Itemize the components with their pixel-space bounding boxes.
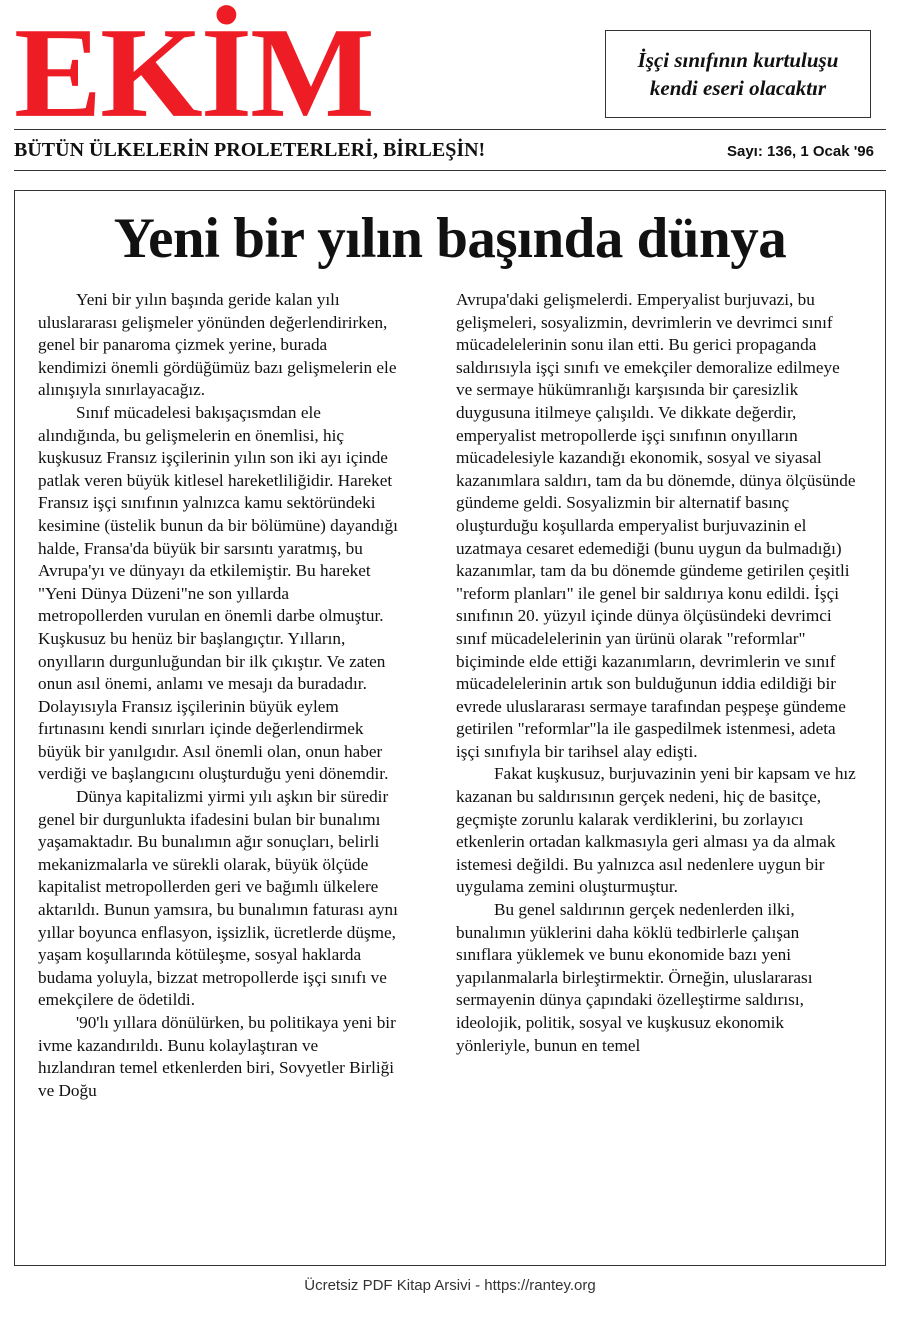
paragraph: Fakat kuşkusuz, burjuvazinin yeni bir kapsam ve hız kazanan bu saldırısının gerçek nedeni, hiç de basitçe, geçmişte zorunlu kalarak verdiklerini, bu zorlayıcı etkenlerin ortadan kalkmasıyla geri alması ya da almak istemesi değildi. Bu yalnızca asıl nedenlere uygun bir uygulama zemini oluşturmuştur. <box>456 764 856 897</box>
paragraph: Yeni bir yılın başında geride kalan yılı uluslararası gelişmeler yönünden değerlendirirken, genel bir panaroma çizmek yerine, burada kendimizi önemli gördüğümüz bazı gelişmelerin ele alınışıyla sınırlayacağız. <box>38 290 397 400</box>
footer-text: Ücretsiz PDF Kitap Arsivi - https://rantey.org <box>304 1277 596 1294</box>
paragraph: Avrupa'daki gelişmelerdi. Emperyalist burjuvazi, bu gelişmeleri, sosyalizmin, devrimlerin ve devrimci sınıf mücadelelerinin sonu ilan etti. Bu gerici propaganda saldırısıyla işçi sınıfı ve emekçiler demoralize edilmeye ve sermaye hükümranlığı karşısında bir çaresizlik duygusuna itilmeye çalışıldı. Ve dikkate değerdir, emperyalist metropollerde işçi sınıfının onyılların mücadelesiyle kazandığı ekonomik, sosyal ve siyasal kazanımlara saldırı, tam da bu dönemde, dünya ölçüsünde gündeme geldi. Sosyalizmin bir alternatif basınç oluşturduğu koşullarda emperyalist burjuvazinin el uzatmaya cesaret edemediği (bunu uygun da bulmadığı) kazanımlar, tam da bu dönemde gündeme getirilen çeşitli "reform planları" ile genel bir saldırıya konu edildi. İşçi sınıfının 20. yüzyıl içinde dünya ölçüsündeki devrimci sınıf mücadelelerinin yan ürünü olarak "reformlar" biçiminde elde ettiği kazanımların, devrimlerin ve sınıf mücadelelerinin artık son bulduğunun iddia edildiği bir evrede uluslararası sermaye tarafından peşpeşe gündeme getirilen "reformlar"la ile gaspedilmek istenmesi, adeta işçi sınıfıyla bir tarihsel alay edişti. <box>456 290 856 761</box>
issue-info: Sayı: 136, 1 Ocak '96 <box>726 143 874 160</box>
article-headline: Yeni bir yılın başında dünya <box>113 207 787 270</box>
motto-line-2: kendi eseri olacaktır <box>649 76 827 100</box>
paragraph: Dünya kapitalizmi yirmi yılı aşkın bir süredir genel bir durgunlukta ifadesini bulan bir bunalımı yaşamaktadır. Bu bunalımın ağır sonuçları, belirli mekanizmalarla ve sürekli olarak, büyük ölçüde kapitalist metropollerden geri ve bağımlı ülkelere aktarıldı. Bunun yamsıra, bu bunalımın faturası aynı yıllar boyunca enflasyon, işsizlik, ücretlerde düşme, yaşam koşullarında kötüleşme, sosyal haklarda budama yoluyla, bizzat metropollerde işçi sınıfı ve emekçilere de ödetildi. <box>38 787 398 1010</box>
right-column <box>456 289 856 1057</box>
slogan: BÜTÜN ÜLKELERİN PROLETERLERİ, BİRLEŞİN! <box>14 139 486 161</box>
paragraph: '90'lı yıllara dönülürken, bu politikaya yeni bir ivme kazandırıldı. Bunu kolaylaştıran ve hızlandıran temel etkenlerden biri, Sovyetler Birliği ve Doğu <box>38 1013 396 1100</box>
left-column <box>38 289 398 1102</box>
motto-line-1: İşçi sınıfının kurtuluşu <box>637 48 839 72</box>
masthead-logo: EKİM <box>14 0 373 145</box>
top-divider <box>14 129 886 130</box>
motto-box <box>605 30 871 118</box>
paragraph: Bu genel saldırının gerçek nedenlerden ilki, bunalımın yüklerini daha köklü tedbirlerle çalışan sınıflara yüklemek ve bunu ekonomide bazı yeni yapılanmalarla birleştirmektir. Örneğin, uluslararası sermayenin dünya çapındaki özelleştirme saldırısı, ideolojik, politik, sosyal ve kuşkusuz ekonomik yönleriyle, bunun en temel <box>456 900 813 1055</box>
paragraph: Sınıf mücadelesi bakışaçısmdan ele alındığında, bu gelişmelerin en önemlisi, hiç kuşkusuz Fransız işçilerinin yılın son iki ayı içinde patlak veren büyük kitlesel hareketliliğidir. Hareket Fransız işçi sınıfının yalnızca kamu sektöründeki kesimine (üstelik bunun da bir bölümüne) dayandığı halde, Fransa'da büyük bir sarsıntı yaratmış, bu Avrupa'yı ve dünyayı da etkilemiştir. Bu hareket "Yeni Dünya Düzeni"ne son yıllarda metropollerden vurulan en önemli darbe olmuştur. Kuşkusuz bu henüz bir başlangıçtır. Yılların, onyılların durgunluğundan bir ilk çıkıştır. Ve zaten onun asıl önemi, anlamı ve mesajı da buradadır. Dolayısıyla Fransız işçilerinin büyük eylem fırtınasını kendi sınırları içinde değerlendirmek büyük bir yanılgıdır. Asıl önemli olan, onun haber verdiği ve başlangıcını oluşturduğu yeni dönemdir. <box>38 402 398 784</box>
header-divider <box>14 170 886 171</box>
